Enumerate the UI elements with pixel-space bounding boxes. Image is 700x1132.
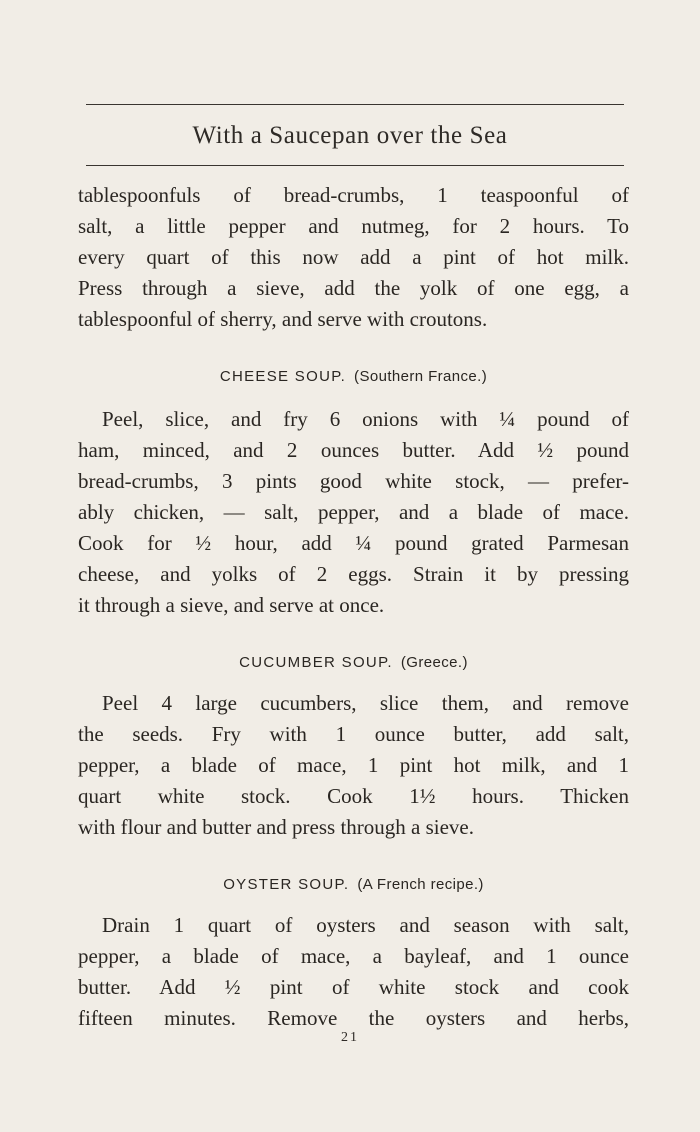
recipe-title: CHEESE SOUP. — [219, 368, 347, 385]
recipe-body-cheese-soup — [78, 404, 629, 621]
text-line: pepper, a blade of mace, 1 pint hot milk, and 1 — [78, 753, 629, 777]
text-line: Press through a sieve, add the yolk of one egg, a — [78, 276, 629, 300]
page-body — [78, 180, 629, 1034]
text-line: tablespoonful of sherry, and serve with croutons. — [78, 307, 488, 331]
text-line: every quart of this now add a pint of hot milk. — [78, 245, 629, 269]
text-line: pepper, a blade of mace, a bayleaf, and 1 ounce — [78, 944, 629, 968]
recipe-origin: (Greece.) — [400, 654, 468, 671]
recipe-title: CUCUMBER SOUP. — [239, 654, 393, 671]
text-line: fifteen minutes. Remove the oysters and herbs, — [78, 1006, 629, 1030]
text-line: it through a sieve, and serve at once. — [78, 593, 385, 617]
recipe-heading-cucumber-soup — [78, 647, 629, 678]
recipe-heading-cheese-soup — [78, 361, 629, 392]
header-rule-bottom — [86, 165, 624, 166]
text-line: Drain 1 quart of oysters and season with salt, — [102, 913, 629, 937]
text-line: the seeds. Fry with 1 ounce butter, add salt, — [78, 722, 629, 746]
text-line: salt, a little pepper and nutmeg, for 2 hours. To — [78, 214, 629, 238]
page-number: 21 — [341, 1030, 359, 1045]
text-line: Peel 4 large cucumbers, slice them, and remove — [102, 691, 629, 715]
recipe-origin: (A French recipe.) — [357, 876, 484, 893]
text-line: butter. Add ½ pint of white stock and cook — [78, 975, 629, 999]
text-line: cheese, and yolks of 2 eggs. Strain it by pressing — [78, 562, 629, 586]
text-line: tablespoonfuls of bread-crumbs, 1 teaspoonful of — [78, 183, 629, 207]
text-line: with flour and butter and press through a sieve. — [78, 815, 474, 839]
recipe-body-oyster-soup — [78, 910, 629, 1034]
header-rule-top — [86, 104, 624, 105]
recipe-body-cucumber-soup — [78, 688, 629, 843]
text-line: Peel, slice, and fry 6 onions with ¼ pound of — [102, 407, 629, 431]
text-line: quart white stock. Cook 1½ hours. Thicken — [78, 784, 629, 808]
intro-paragraph — [78, 180, 629, 335]
text-line: bread-crumbs, 3 pints good white stock, — prefer- — [78, 469, 629, 493]
text-line: ably chicken, — salt, pepper, and a blade of mace. — [78, 500, 629, 524]
recipe-title: OYSTER SOUP. — [223, 876, 350, 893]
text-line: ham, minced, and 2 ounces butter. Add ½ pound — [78, 438, 629, 462]
running-title: With a Saucepan over the Sea — [192, 122, 508, 149]
recipe-heading-oyster-soup — [78, 869, 629, 900]
recipe-origin: (Southern France.) — [354, 368, 488, 385]
text-line: Cook for ½ hour, add ¼ pound grated Parmesan — [78, 531, 629, 555]
